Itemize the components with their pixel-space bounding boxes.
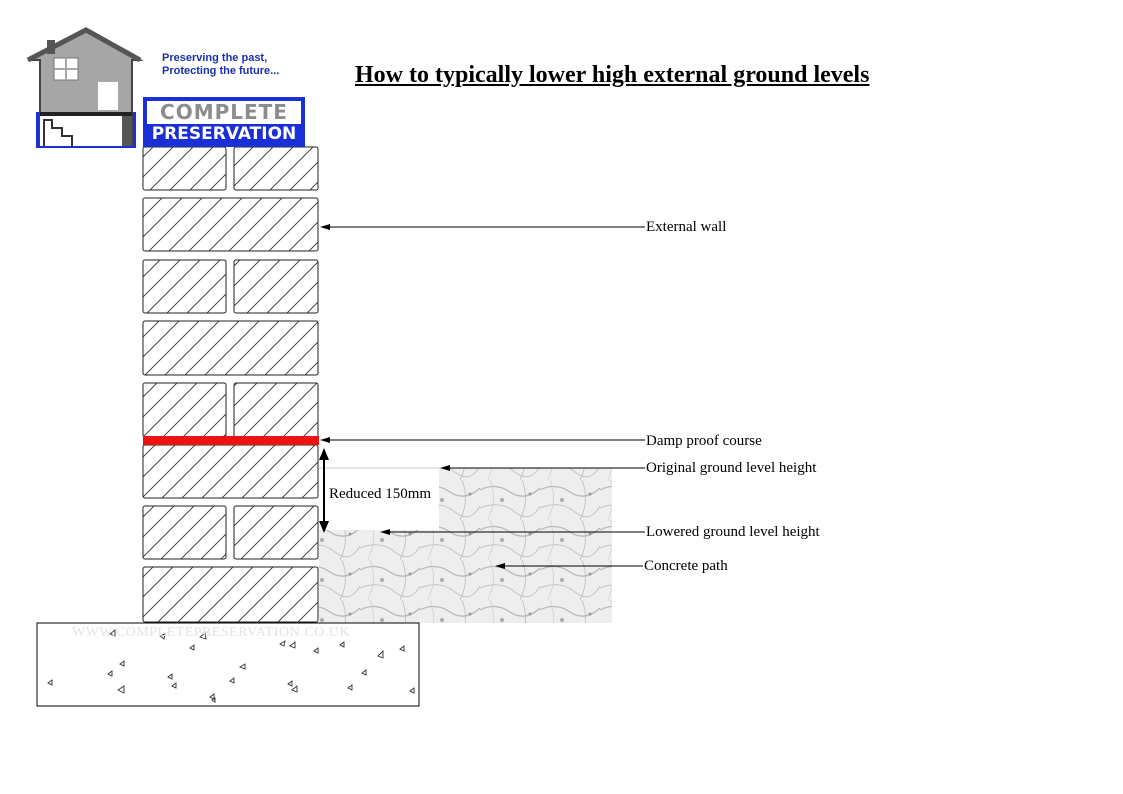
leader-dpc — [320, 437, 645, 443]
label-reduced: Reduced 150mm — [329, 486, 432, 502]
logo-line-1: COMPLETE — [147, 101, 301, 124]
label-concrete-path: Concrete path — [644, 558, 728, 574]
tagline-line-1: Preserving the past, — [162, 52, 268, 64]
watermark: WWW.COMPLETEPRESERVATION.CO.UK — [72, 625, 350, 640]
house-logo-icon — [28, 30, 140, 148]
original-ground-block — [439, 468, 612, 530]
leader-external-wall — [320, 224, 645, 230]
tagline — [162, 52, 279, 78]
brand-logo — [143, 97, 305, 147]
reduction-dimension-arrow — [319, 448, 329, 533]
logo-line-2: PRESERVATION — [151, 124, 297, 144]
tagline-line-2: Protecting the future... — [162, 65, 280, 77]
concrete-path-block — [319, 530, 612, 623]
external-wall — [143, 147, 318, 622]
label-external-wall: External wall — [646, 219, 727, 235]
label-lowered-ground: Lowered ground level height — [646, 524, 820, 540]
label-original-ground: Original ground level height — [646, 460, 817, 476]
damp-proof-course — [143, 436, 319, 445]
label-damp-proof-course: Damp proof course — [646, 433, 762, 449]
page-title: How to typically lower high external ground levels — [355, 62, 870, 88]
